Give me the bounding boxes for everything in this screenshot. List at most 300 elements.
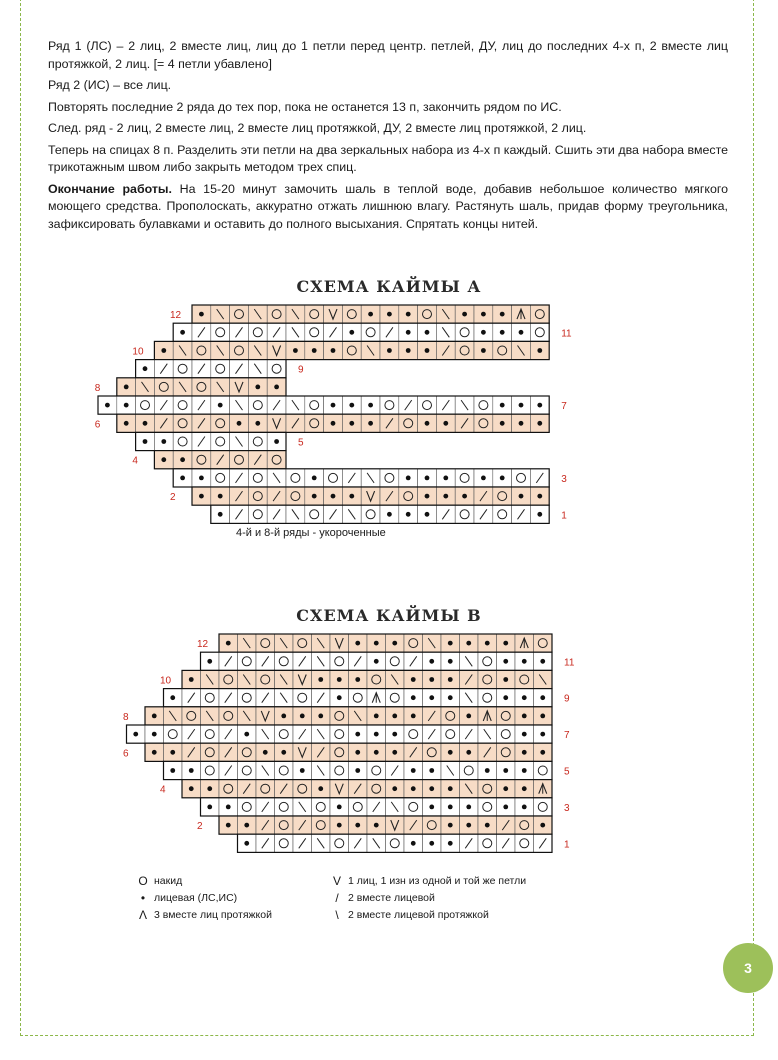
chart-b-row-number: 11 [564, 657, 575, 669]
chart-a-cell [230, 451, 249, 469]
knit-icon [466, 750, 471, 755]
legend-label: 1 лиц, 1 изн из одной и той же петли [348, 875, 527, 887]
chart-b-cell [219, 780, 238, 798]
chart-a-cell [248, 487, 267, 505]
chart-a-row-number: 3 [561, 473, 567, 485]
knit-icon [448, 805, 453, 810]
chart-b-row-9 [164, 689, 571, 707]
chart-a-cell [418, 305, 437, 323]
chart-a-cell [361, 323, 380, 341]
knit-icon [429, 805, 434, 810]
knit-icon [337, 823, 342, 828]
knit-icon [425, 476, 430, 481]
knit-icon [425, 494, 430, 499]
knit-icon [537, 348, 542, 353]
chart-b-row-11 [201, 652, 575, 670]
chart-b-row-number: 10 [160, 675, 172, 687]
knit-icon [540, 659, 545, 664]
knit-icon [349, 421, 354, 426]
chart-b-cell [478, 780, 497, 798]
knit-icon [481, 348, 486, 353]
yarn-over-icon: O [138, 874, 148, 888]
chart-a-row-number: 4 [132, 455, 138, 467]
chart-b-cell [293, 634, 312, 652]
chart-b-cell [256, 780, 275, 798]
knit-icon [429, 677, 434, 682]
increase-icon: V [332, 874, 341, 888]
knit-icon [466, 641, 471, 646]
knit-icon [425, 421, 430, 426]
chart-a-cell [154, 378, 173, 396]
knit-icon [448, 695, 453, 700]
knit-icon [274, 439, 279, 444]
knit-icon [448, 841, 453, 846]
chart-a-cell [380, 469, 399, 487]
chart-a-cell [474, 396, 493, 414]
chart-a-cell [173, 414, 192, 432]
chart-a-cell [512, 469, 531, 487]
chart-a-cell [530, 323, 549, 341]
chart-a-row-12 [170, 305, 549, 323]
chart-b-cell [238, 761, 257, 779]
knit-icon [161, 439, 166, 444]
chart-a-row-8 [95, 378, 286, 396]
knit-icon [537, 421, 542, 426]
knit-icon [312, 348, 317, 353]
knit-icon [387, 512, 392, 517]
chart-b-row-number: 9 [564, 693, 570, 705]
knit-icon [207, 805, 212, 810]
knit-icon [522, 714, 527, 719]
knit-icon [312, 494, 317, 499]
chart-b-cell [201, 689, 220, 707]
knit-icon [466, 714, 471, 719]
knit-icon [425, 512, 430, 517]
chart-b-cell [330, 761, 349, 779]
knit-icon [500, 476, 505, 481]
knit-icon [485, 641, 490, 646]
knit-icon [503, 768, 508, 773]
knit-icon [522, 659, 527, 664]
chart-b-cell [312, 798, 331, 816]
knit-icon [503, 695, 508, 700]
knit-icon [387, 312, 392, 317]
chart-a-cell [230, 305, 249, 323]
chart-b-cell [349, 798, 368, 816]
knit-icon [429, 841, 434, 846]
knit-icon [374, 659, 379, 664]
chart-b-row-number: 12 [197, 639, 209, 651]
chart-a-row-number: 12 [170, 310, 182, 322]
knit-icon [537, 494, 542, 499]
paragraph-row2: Ряд 2 (ИС) – все лиц. [48, 78, 172, 92]
k2tog-icon: / [335, 891, 339, 905]
knit-icon [374, 714, 379, 719]
knit-icon [207, 786, 212, 791]
paragraph-repeat: Повторять последние 2 ряда до тех пор, пока не останется 13 п, закончить рядом по ИС. [48, 99, 562, 114]
knit-icon [312, 476, 317, 481]
chart-b-cell [256, 634, 275, 652]
knit-icon [244, 841, 249, 846]
chart-b-row-number: 2 [197, 821, 203, 833]
chart-b-cell [367, 761, 386, 779]
knit-icon [374, 750, 379, 755]
knit-icon [406, 512, 411, 517]
chart-b-cell [275, 725, 294, 743]
knit-icon [392, 786, 397, 791]
chart-a-cell [267, 451, 286, 469]
paragraph-needles: Теперь на спицах 8 п. Разделить эти петли на два зеркальных набора из 4-х п каждый. Сшить эти два набора вместе трикотажным швом либо закрыть методом трех спиц. [48, 142, 728, 174]
chart-a-cell [399, 487, 418, 505]
chart-a-cell [267, 360, 286, 378]
chart-a-cell [248, 396, 267, 414]
chart-b-cell [423, 816, 442, 834]
knit-icon [368, 312, 373, 317]
chart-b-cell [201, 743, 220, 761]
paragraph-next-row: След. ряд - 2 лиц, 2 вместе лиц, 2 вместе лиц протяжкой, ДУ, 2 вместе лиц протяжкой, 2 лиц. [48, 121, 587, 135]
knit-icon [425, 348, 430, 353]
chart-b-cell [386, 689, 405, 707]
legend-label: 3 вместе лиц протяжкой [154, 909, 272, 921]
knit-icon [522, 768, 527, 773]
knit-icon [199, 494, 204, 499]
chart-b-cell [182, 707, 201, 725]
chart-a-row-1 [211, 505, 567, 523]
chart-b-row-1 [238, 834, 571, 852]
chart-a-row-number: 1 [561, 510, 567, 522]
knit-icon [349, 403, 354, 408]
chart-a-row-3 [173, 469, 567, 487]
knit-icon [522, 786, 527, 791]
knit-icon [387, 348, 392, 353]
chart-b-cell [515, 834, 534, 852]
knit-icon [199, 312, 204, 317]
knit-icon [406, 476, 411, 481]
knit-icon [207, 659, 212, 664]
chart-b-cell [238, 652, 257, 670]
knit-icon [448, 641, 453, 646]
chart-a-cell [380, 396, 399, 414]
chart-a-cell [305, 414, 324, 432]
knit-icon [170, 750, 175, 755]
chart-a-cell [211, 414, 230, 432]
chart-b-cell [293, 689, 312, 707]
chart-b-row-number: 4 [160, 784, 166, 796]
knit-icon [448, 677, 453, 682]
chart-b-cell [293, 780, 312, 798]
knit-icon [485, 823, 490, 828]
knit-icon [429, 695, 434, 700]
knit-icon [143, 421, 148, 426]
knit-icon [448, 823, 453, 828]
knit-icon [448, 659, 453, 664]
knit-icon [368, 403, 373, 408]
chart-a-row-2 [170, 487, 549, 505]
knit-icon [522, 695, 527, 700]
chart-a-cell [173, 396, 192, 414]
chart-a-cell [342, 305, 361, 323]
knit-icon [485, 768, 490, 773]
knit-icon [337, 805, 342, 810]
knit-icon [274, 385, 279, 390]
chart-a-cell [248, 469, 267, 487]
knit-icon [429, 786, 434, 791]
legend-ssk [330, 908, 489, 922]
chart-b-cell [238, 689, 257, 707]
instructions-text [48, 38, 728, 237]
chart-a-cell [136, 396, 155, 414]
paragraph-row1: Ряд 1 (ЛС) – 2 лиц, 2 вместе лиц, лиц до 1 петли перед центр. петлей, ДУ, лиц до последних 4-х п, 2 вместе лиц протяжкой, 2 лиц. [= 4 петли убавлено] [48, 39, 728, 71]
knit-icon [281, 714, 286, 719]
knit-icon [392, 750, 397, 755]
knit-icon [244, 732, 249, 737]
chart-a-cell [211, 360, 230, 378]
chart-b-cell [386, 834, 405, 852]
chart-b-row-number: 1 [564, 839, 570, 851]
knit-icon [503, 786, 508, 791]
chart-a-row-number: 7 [561, 401, 567, 413]
chart-b-cell [478, 834, 497, 852]
chart-b-cell [478, 689, 497, 707]
chart-a-cell [361, 505, 380, 523]
legend-label: лицевая (ЛС,ИС) [154, 892, 238, 904]
chart-b-row-5 [164, 761, 571, 779]
chart-a-cell [530, 305, 549, 323]
chart-a-cell [399, 414, 418, 432]
chart-b-cell [478, 670, 497, 688]
knit-icon [152, 732, 157, 737]
chart-a-cell [211, 323, 230, 341]
knit-icon [143, 439, 148, 444]
knit-icon [263, 750, 268, 755]
chart-a-cell [286, 469, 305, 487]
knit-icon [481, 312, 486, 317]
knit-icon [392, 714, 397, 719]
knit-icon [237, 421, 242, 426]
chart-b-cell [534, 798, 553, 816]
chart-b-cell [497, 707, 516, 725]
knit-icon [170, 695, 175, 700]
chart-b-cell [330, 652, 349, 670]
knit-icon [161, 348, 166, 353]
chart-b-cell [330, 743, 349, 761]
knit-icon [218, 494, 223, 499]
knit-icon: • [140, 891, 146, 905]
chart-b-cell [404, 634, 423, 652]
knit-icon [522, 805, 527, 810]
knit-icon [180, 476, 185, 481]
chart-b-cell [330, 707, 349, 725]
chart-b-row-number: 8 [123, 711, 129, 723]
chart-a-cell [418, 396, 437, 414]
knit-icon [189, 677, 194, 682]
knit-icon [466, 805, 471, 810]
knit-icon [331, 403, 336, 408]
chart-a-row-10 [132, 341, 549, 359]
chart-b-row-10 [160, 670, 552, 688]
chart-a-cell [474, 414, 493, 432]
knit-icon [337, 695, 342, 700]
chart-a-cell [173, 432, 192, 450]
chart-b-cell [441, 707, 460, 725]
knit-icon [133, 732, 138, 737]
chart-b-cell [367, 780, 386, 798]
knit-icon [522, 750, 527, 755]
chart-a-cell [455, 323, 474, 341]
chart-b-row-6 [123, 743, 552, 761]
knit-icon [411, 786, 416, 791]
knit-icon [519, 403, 524, 408]
knit-icon [189, 786, 194, 791]
knit-icon [226, 641, 231, 646]
chart-b-cell [423, 743, 442, 761]
knit-icon [406, 348, 411, 353]
knit-icon [180, 457, 185, 462]
chart-a-title: СХЕМА КАЙМЫ А [296, 277, 482, 296]
chart-a-row-4 [132, 451, 286, 469]
knit-icon [425, 330, 430, 335]
knit-icon [500, 421, 505, 426]
knit-icon [462, 312, 467, 317]
knit-icon [481, 476, 486, 481]
knit-icon [355, 768, 360, 773]
chart-a-cell [305, 323, 324, 341]
chart-a-cell [455, 469, 474, 487]
knit-icon [124, 421, 129, 426]
chart-b-cell [367, 670, 386, 688]
knit-icon [540, 695, 545, 700]
legend-yarn-over [136, 874, 182, 888]
chart-b-cell [349, 689, 368, 707]
chart-b-cell [478, 798, 497, 816]
chart-a-cell [342, 341, 361, 359]
knit-icon [537, 403, 542, 408]
chart-b-cell [330, 725, 349, 743]
chart-a-row-number: 6 [94, 419, 101, 431]
knit-icon [500, 312, 505, 317]
chart-b-cell [386, 652, 405, 670]
chart-a-cell [211, 469, 230, 487]
chart-a-cell [305, 305, 324, 323]
chart-b-row-number: 6 [123, 748, 129, 760]
chart-a-cell [192, 451, 211, 469]
chart-b-cell [219, 670, 238, 688]
chart-b-cell [404, 725, 423, 743]
knit-icon [244, 823, 249, 828]
knit-icon [519, 421, 524, 426]
chart-a-row-9 [136, 360, 304, 378]
chart-a-row-11 [173, 323, 572, 341]
knit-icon [500, 403, 505, 408]
chart-b-cell [275, 652, 294, 670]
chart-a-row-number: 8 [94, 382, 101, 394]
chart-a-row-5 [136, 432, 304, 450]
knit-icon [540, 750, 545, 755]
chart-b-row-number: 5 [564, 766, 570, 778]
knit-icon [255, 385, 260, 390]
chart-a-cell [305, 396, 324, 414]
knit-icon [337, 677, 342, 682]
knit-icon [331, 494, 336, 499]
chart-a-cell [248, 505, 267, 523]
chart-b-cell [219, 707, 238, 725]
knit-icon [293, 348, 298, 353]
knit-icon [331, 348, 336, 353]
chart-a [0, 300, 778, 530]
knit-icon [318, 714, 323, 719]
knit-icon [124, 385, 129, 390]
chart-a-cell [192, 341, 211, 359]
knit-icon [443, 476, 448, 481]
knit-icon [443, 494, 448, 499]
chart-a-row-number: 5 [298, 437, 304, 449]
knit-icon [180, 330, 185, 335]
chart-b-cell [275, 834, 294, 852]
knit-icon [429, 659, 434, 664]
legend-kfb [330, 874, 526, 888]
chart-b-row-8 [123, 707, 552, 725]
knit-icon [503, 677, 508, 682]
knit-icon [355, 732, 360, 737]
knit-icon [281, 750, 286, 755]
legend-k3tog-tbl [136, 908, 272, 922]
page-number-badge: 3 [723, 943, 773, 993]
knit-icon [199, 476, 204, 481]
knit-icon [355, 750, 360, 755]
knit-icon [218, 403, 223, 408]
chart-a-cell [286, 487, 305, 505]
chart-a-row-number: 2 [170, 492, 176, 504]
knit-icon [519, 494, 524, 499]
chart-b-cell [238, 798, 257, 816]
chart-a-cell [267, 305, 286, 323]
knit-icon [392, 732, 397, 737]
knit-icon [503, 659, 508, 664]
legend-label: 2 вместе лицевой протяжкой [348, 909, 489, 921]
chart-b-cell [164, 725, 183, 743]
legend-k2tog [330, 891, 435, 905]
knit-icon [226, 823, 231, 828]
chart-b-row-number: 7 [564, 730, 570, 742]
knit-icon [503, 641, 508, 646]
finish-heading: Окончание работы. [48, 181, 172, 196]
chart-a-row-6 [95, 414, 549, 432]
knit-icon [368, 421, 373, 426]
knit-icon [300, 768, 305, 773]
knit-icon [349, 494, 354, 499]
chart-b-row-2 [197, 816, 552, 834]
knit-icon [443, 421, 448, 426]
knit-icon [411, 695, 416, 700]
paragraph-finish [48, 181, 728, 234]
chart-a-cell [211, 432, 230, 450]
knit-icon [143, 366, 148, 371]
knit-icon [355, 823, 360, 828]
chart-b-cell [275, 761, 294, 779]
knit-icon [218, 512, 223, 517]
chart-b-cell [515, 670, 534, 688]
knit-icon [124, 403, 129, 408]
knit-icon [429, 768, 434, 773]
chart-b-row-3 [201, 798, 571, 816]
knit-icon [522, 732, 527, 737]
knit-icon [411, 714, 416, 719]
knit-icon [300, 714, 305, 719]
chart-a-row-number: 9 [298, 364, 304, 376]
chart-b-cell [312, 816, 331, 834]
chart-a-row-number: 11 [561, 328, 572, 340]
chart-b-cell [238, 743, 257, 761]
